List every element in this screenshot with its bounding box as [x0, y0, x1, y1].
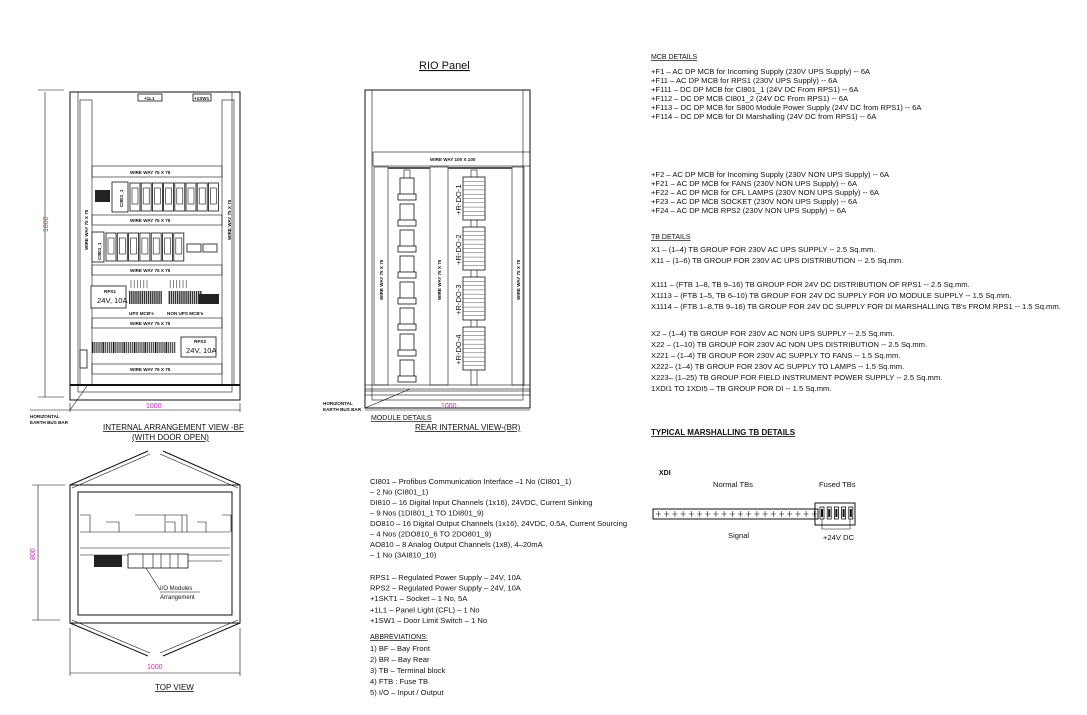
io-module [130, 183, 140, 211]
module-note: – 9 Nos (1DI801_1 TO 1DI801_9) [370, 508, 484, 518]
fused-tbs-label: Fused TBs [819, 480, 856, 489]
abbreviations-heading: ABBREVIATIONS: [370, 634, 428, 641]
abbreviation-item: 1) BF – Bay Front [370, 644, 430, 653]
io-modules [128, 554, 188, 568]
tb-item: X223– (1–25) TB GROUP FOR FIELD INSTRUMENT POWER SUPPLY -- 2.5 Sq.mm. [651, 373, 943, 382]
module-column [398, 170, 416, 382]
tb-item: 1XDI1 TO 1XDI5 – TB GROUP FOR DI -- 1.5 Sq.mm. [651, 384, 832, 393]
front-view-title: INTERNAL ARRANGEMENT VIEW -BF [103, 423, 244, 432]
rps2-rating: 24V, 10A [186, 346, 217, 355]
abbreviation-item: 2) BR – Bay Rear [370, 655, 430, 664]
front-view [30, 90, 244, 442]
module-note: – 1 No (3AI810_10) [370, 550, 437, 560]
callout-label: I/O Modules [160, 586, 193, 592]
page-title: RIO Panel [419, 60, 470, 72]
tb-item: X22 – (1–10) TB GROUP FOR 230V AC NON UPS DISTRIBUTION -- 2.5 Sq.mm. [651, 340, 928, 349]
io-module [163, 233, 173, 261]
rps2-label: RPS2 [194, 339, 207, 344]
top-view [30, 451, 240, 692]
module-note: – 2 No (CI801_1) [370, 487, 429, 497]
ups-mcbs-label: UPS MCB's [129, 311, 154, 316]
io-module [106, 233, 116, 261]
wireway-label: WIRE WAY 75 X 75 [130, 170, 171, 175]
do-block-label: +R-DO-1 [454, 184, 463, 215]
wireway-label: WIRE WAY 75 X 75 [437, 259, 442, 300]
mcb-item: +F24 – AC DP MCB RPS2 (230V NON UPS Supply) -- 6A [651, 206, 847, 215]
io-module [140, 233, 150, 261]
module-note: DI810 – 16 Digital Input Channels (1x16), 24VDC, Current Sinking [370, 498, 593, 507]
tb-item: X1114 – (FTB 1–8,TB 9–16) TB GROUP FOR 24V DC SUPPLY FOR DI MARSHALLING TB's FROM RPS1 -- 1.5 Sq.mm. [651, 302, 1061, 311]
wireway-label: WIRE WAY 100 X 100 [430, 157, 476, 162]
earth-bus-bar-label: EARTH BUS BAR [323, 407, 362, 412]
width-dimension: 1000 [147, 664, 163, 671]
wireway-label: WIRE WAY 75 X 75 [379, 259, 384, 300]
mcb-item: +F21 – AC DP MCB for FANS (230V NON UPS Supply) -- 6A [651, 179, 858, 188]
io-module [151, 233, 161, 261]
io-module [141, 183, 151, 211]
do-block-label: +R-DO-4 [454, 334, 463, 365]
mcb-details [651, 67, 922, 215]
mcb-item: +F1 – AC DP MCB for Incoming Supply (230V UPS Supply) -- 6A [651, 67, 871, 76]
module-note: DO810 – 16 Digital Output Channels (1x16), 24VDC, 0.5A, Current Sourcing [370, 519, 628, 528]
non-ups-mcbs-label: NON UPS MCB's [167, 311, 204, 316]
do-block-label: +R-DO-2 [454, 234, 463, 265]
mcb-item: +F23 – AC DP MCB SOCKET (230V NON UPS Supply) -- 6A [651, 197, 858, 206]
supply-label: +24V DC [823, 533, 855, 542]
rps1-rating: 24V, 10A [97, 296, 128, 305]
rps1-label: RPS1 [104, 289, 117, 294]
do-block-column [454, 170, 485, 385]
wireway-label: WIRE WAY 75 X 75 [130, 321, 171, 326]
mcb-item: +F113 – DC DP MCB for S800 Module Power Supply (24V DC from RPS1) -- 6A [651, 103, 922, 112]
tb-item: X221 – (1–4) TB GROUP FOR 230V AC SUPPLY TO FANS -- 1.5 Sq.mm. [651, 351, 901, 360]
earth-bus-bar-label: HORIZONTAL [323, 401, 353, 406]
module-note: – 4 Nos (2DO810_6 TO 2DO801_9) [370, 529, 492, 539]
io-module [175, 183, 185, 211]
width-dimension: 1000 [441, 403, 457, 410]
terminal-strip [92, 342, 175, 353]
module-note: AO810 – 8 Analog Output Channels (1x8), 4–20mA [370, 540, 543, 549]
tb-item: X2 – (1–4) TB GROUP FOR 230V AC NON UPS SUPPLY -- 2.5 Sq.mm. [651, 329, 895, 338]
abbreviation-item: 5) I/O – Input / Output [370, 688, 444, 697]
callout-label: Arrangement [160, 595, 195, 601]
normal-tb-strip [653, 509, 818, 519]
tb-item: X1 – (1–4) TB GROUP FOR 230V AC UPS SUPPLY -- 2.5 Sq.mm. [651, 245, 876, 254]
marshalling-heading: TYPICAL MARSHALLING TB DETAILS [651, 428, 796, 437]
tb-details [651, 245, 1061, 393]
comm-module-label: CI801_1 [119, 189, 124, 207]
power-note: +1L1 – Panel Light (CFL) – 1 No [370, 605, 480, 615]
rear-view [323, 60, 530, 432]
tb-item: X222– (1–4) TB GROUP FOR 230V AC SUPPLY TO LAMPS -- 1.5 Sq.mm. [651, 362, 905, 371]
mcb-item: +F11 – AC DP MCB for RPS1 (230V UPS Supply) -- 6A [651, 76, 838, 85]
mcb-item: +F111 – DC DP MCB for CI801_1 (24V DC From RPS1) -- 6A [651, 85, 859, 94]
power-note: RPS2 – Regulated Power Supply – 24V, 10A [370, 583, 521, 593]
power-note: +1SW1 – Door Limit Switch – 1 No [370, 616, 488, 625]
abbreviation-item: 3) TB – Terminal block [370, 666, 446, 675]
normal-tbs-label: Normal TBs [713, 480, 753, 489]
io-module [164, 183, 174, 211]
mcb-details-heading: MCB DETAILS [651, 54, 698, 61]
io-module-row [106, 233, 184, 261]
wireway-label: WIRE WAY 75 X 75 [227, 199, 232, 240]
io-module [208, 183, 218, 211]
abbreviations-list [370, 644, 445, 697]
module-details-label: MODULE DETAILS [371, 415, 432, 422]
io-module [129, 233, 139, 261]
cabinet-outline [365, 90, 530, 408]
io-module [174, 233, 184, 261]
tb-item: X111 – (FTB 1–8, TB 9–16) TB GROUP FOR 24V DC DISTRIBUTION OF RPS1 -- 2.5 Sq.mm. [651, 280, 970, 289]
abbreviation-item: 4) FTB : Fuse TB [370, 677, 429, 686]
marshalling-details [651, 428, 856, 542]
tb-item: X1113 – (FTB 1–5, TB 6–10) TB GROUP FOR 24V DC SUPPLY FOR I/O MODULE SUPPLY -- 1.5 Sq.mm. [651, 291, 1012, 300]
power-note: +1SKT1 – Socket – 1 No, 5A [370, 594, 468, 603]
panel-light-label: +1L1 [144, 96, 155, 101]
io-module [117, 233, 127, 261]
tb-details-heading: TB DETAILS [651, 234, 691, 241]
height-dimension: 1800 [43, 216, 50, 232]
earth-bus-bar-label: EARTH BUS BAR [30, 420, 69, 425]
front-view-subtitle: (WITH DOOR OPEN) [132, 433, 209, 442]
mcb-item: +F22 – AC DP MCB for CFL LAMPS (230V NON UPS Supply) -- 6A [651, 188, 880, 197]
earth-bus-bar-label: HORIZONTAL [30, 414, 60, 419]
xdi-tag: XDI [659, 470, 671, 477]
wireway-label: WIRE WAY 75 X 75 [516, 259, 521, 300]
wireway-label: WIRE WAY 75 X 75 [130, 218, 171, 223]
io-module [186, 183, 196, 211]
io-module-row [130, 183, 218, 211]
do-block-label: +R-DO-3 [454, 284, 463, 315]
io-module [152, 183, 162, 211]
signal-label: Signal [728, 531, 750, 540]
io-module [197, 183, 207, 211]
module-notes [370, 477, 627, 625]
power-note: RPS1 – Regulated Power Supply – 24V, 10A [370, 573, 521, 582]
tb-item: X11 – (1–6) TB GROUP FOR 230V AC UPS DISTRIBUTION -- 2.5 Sq.mm. [651, 256, 904, 265]
mcb-item: +F114 – DC DP MCB for DI Marshalling (24V DC from RPS1) -- 6A [651, 112, 877, 121]
terminal-strip [129, 280, 202, 304]
depth-dimension: 800 [30, 548, 37, 560]
wireway-label: WIRE WAY 75 X 75 [130, 268, 171, 273]
wireway-label: WIRE WAY 75 X 75 [130, 367, 171, 372]
module-note: CI801 – Profibus Communication Interface –1 No (CI801_1) [370, 477, 572, 486]
mcb-item: +F2 – AC DP MCB for Incoming Supply (230V NON UPS Supply) -- 6A [651, 170, 890, 179]
width-dimension: 1000 [146, 403, 162, 410]
rear-view-title: REAR INTERNAL VIEW-(BR) [415, 423, 521, 432]
comm-module-label: CI801_1 [97, 242, 102, 260]
top-view-title: TOP VIEW [155, 683, 194, 692]
door-switch-label: +1SW1 [194, 96, 210, 101]
mcb-item: +F112 – DC DP MCB CI801_2 (24V DC From RPS1) -- 6A [651, 94, 849, 103]
wireway-label: WIRE WAY 75 X 75 [84, 209, 89, 250]
